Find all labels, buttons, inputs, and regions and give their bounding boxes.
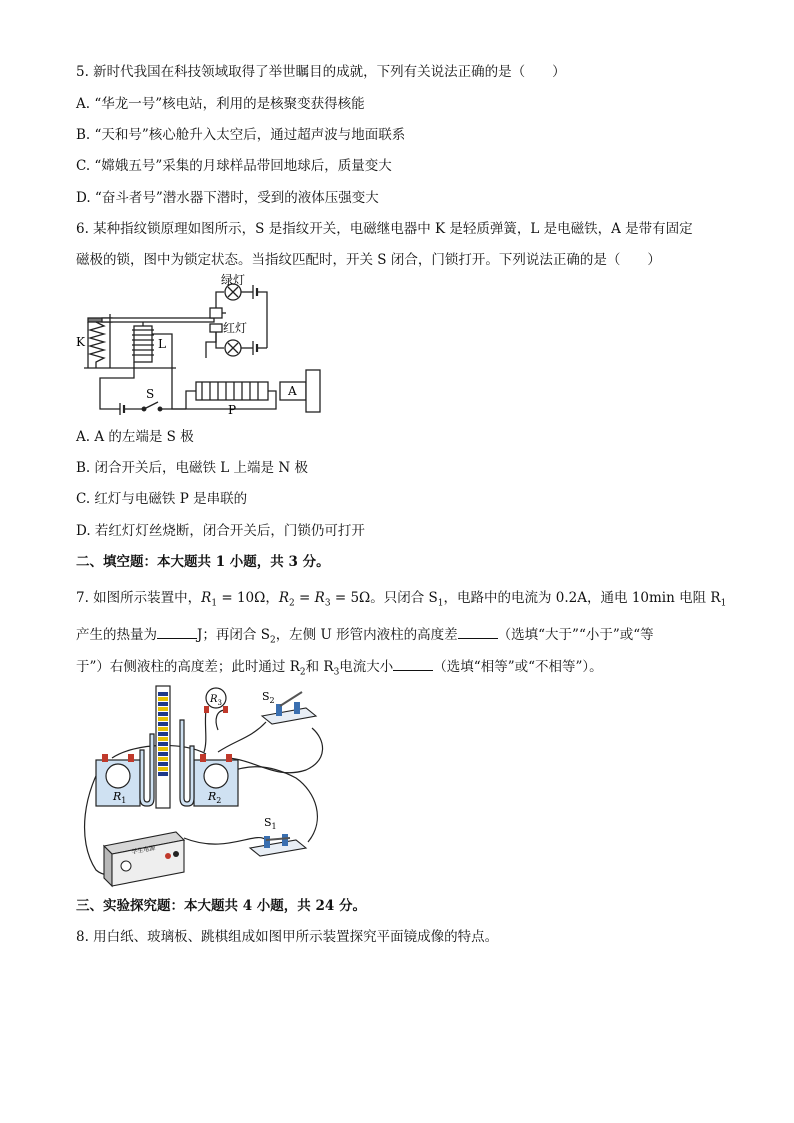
q6-stem-line1: 6. 某种指纹锁原理如图所示，S 是指纹开关，电磁继电器中 K 是轻质弹簧，L 是电磁铁，A 是带有固定 xyxy=(76,221,693,237)
q7-line2: 产生的热量为 J；再闭合 $S_2$，左侧 U 形管内液柱的高度差 （选填“大于”“小于”或“等 xyxy=(76,624,654,650)
r3-label: R xyxy=(210,694,218,705)
q7-line3: 于”）右侧液柱的高度差；此时通过 $R_2$和 $R_3$电流大小 （选填“相等”或“不相等”）。 xyxy=(76,656,603,682)
q6-option-b: B. 闭合开关后，电磁铁 L 上端是 N 极 xyxy=(76,460,308,476)
q5-stem: 5. 新时代我国在科技领域取得了举世瞩目的成就，下列有关说法正确的是（ ） xyxy=(76,64,566,80)
electromagnet-l-label: L xyxy=(158,337,166,351)
q6-option-d: D. 若红灯灯丝烧断，闭合开关后，门锁仍可打开 xyxy=(76,523,365,539)
q7-blank-3[interactable] xyxy=(393,656,433,671)
q7-blank-2[interactable] xyxy=(458,624,498,639)
svg-text:R2: $R_2$ xyxy=(208,790,222,805)
q5-option-d: D. “奋斗者号”潜水器下潜时，受到的液体压强变大 xyxy=(76,190,379,206)
q5-option-a: A. “华龙一号”核电站，利用的是核聚变获得核能 xyxy=(76,96,365,112)
svg-text:S2: $S_2$ xyxy=(262,690,275,705)
svg-text:R3: $R_3$ xyxy=(210,694,222,707)
q7-blank-1[interactable] xyxy=(157,624,197,639)
q5-option-c: C. “嫦娥五号”采集的月球样品带回地球后，质量变大 xyxy=(76,158,392,174)
student-power-supply xyxy=(104,832,184,886)
coil-p-label: P xyxy=(228,403,237,417)
green-lamp-label: 绿灯 xyxy=(221,273,246,287)
q5-option-b: B. “天和号”核心舱升入太空后，通过超声波与地面联系 xyxy=(76,127,406,143)
r2-label: R xyxy=(208,790,217,803)
q8-stem: 8. 用白纸、玻璃板、跳棋组成如图甲所示装置探究平面镜成像的特点。 xyxy=(76,929,499,945)
switch-s-label: S xyxy=(146,387,155,401)
q6-option-c: C. 红灯与电磁铁 P 是串联的 xyxy=(76,491,248,507)
svg-text:R1: $R_1$ xyxy=(113,790,127,805)
section-3-heading: 三、实验探究题：本大题共 4 小题，共 24 分。 xyxy=(76,898,366,914)
s2-label: S xyxy=(262,690,270,703)
q7-joule-heating-apparatus xyxy=(76,680,334,890)
q6-fingerprint-lock-diagram xyxy=(76,272,336,420)
power-supply-label: 学生电源 xyxy=(131,844,156,856)
s1-label: S xyxy=(264,816,272,829)
svg-text:S1: $S_1$ xyxy=(264,816,277,831)
spring-k-label: K xyxy=(76,335,85,349)
r1-label: R xyxy=(113,790,122,803)
q6-stem-line2: 磁极的锁，图中为锁定状态。当指纹匹配时，开关 S 闭合，门锁打开。下列说法正确的是（ ） xyxy=(76,252,661,268)
lock-a-label: A xyxy=(288,384,297,398)
red-lamp-label: 红灯 xyxy=(223,321,248,335)
q7-line1: 7. 如图所示装置中，$R_1 = 10\Omega$，$R_2 = R_3 = 5\Omega$。只闭合 $S_1$，电路中的电流为 0.2A，通电 10min 电阻 $R_1$ xyxy=(76,590,727,609)
q6-option-a: A. A 的左端是 S 极 xyxy=(76,429,194,445)
section-2-heading: 二、填空题：本大题共 1 小题，共 3 分。 xyxy=(76,554,330,570)
